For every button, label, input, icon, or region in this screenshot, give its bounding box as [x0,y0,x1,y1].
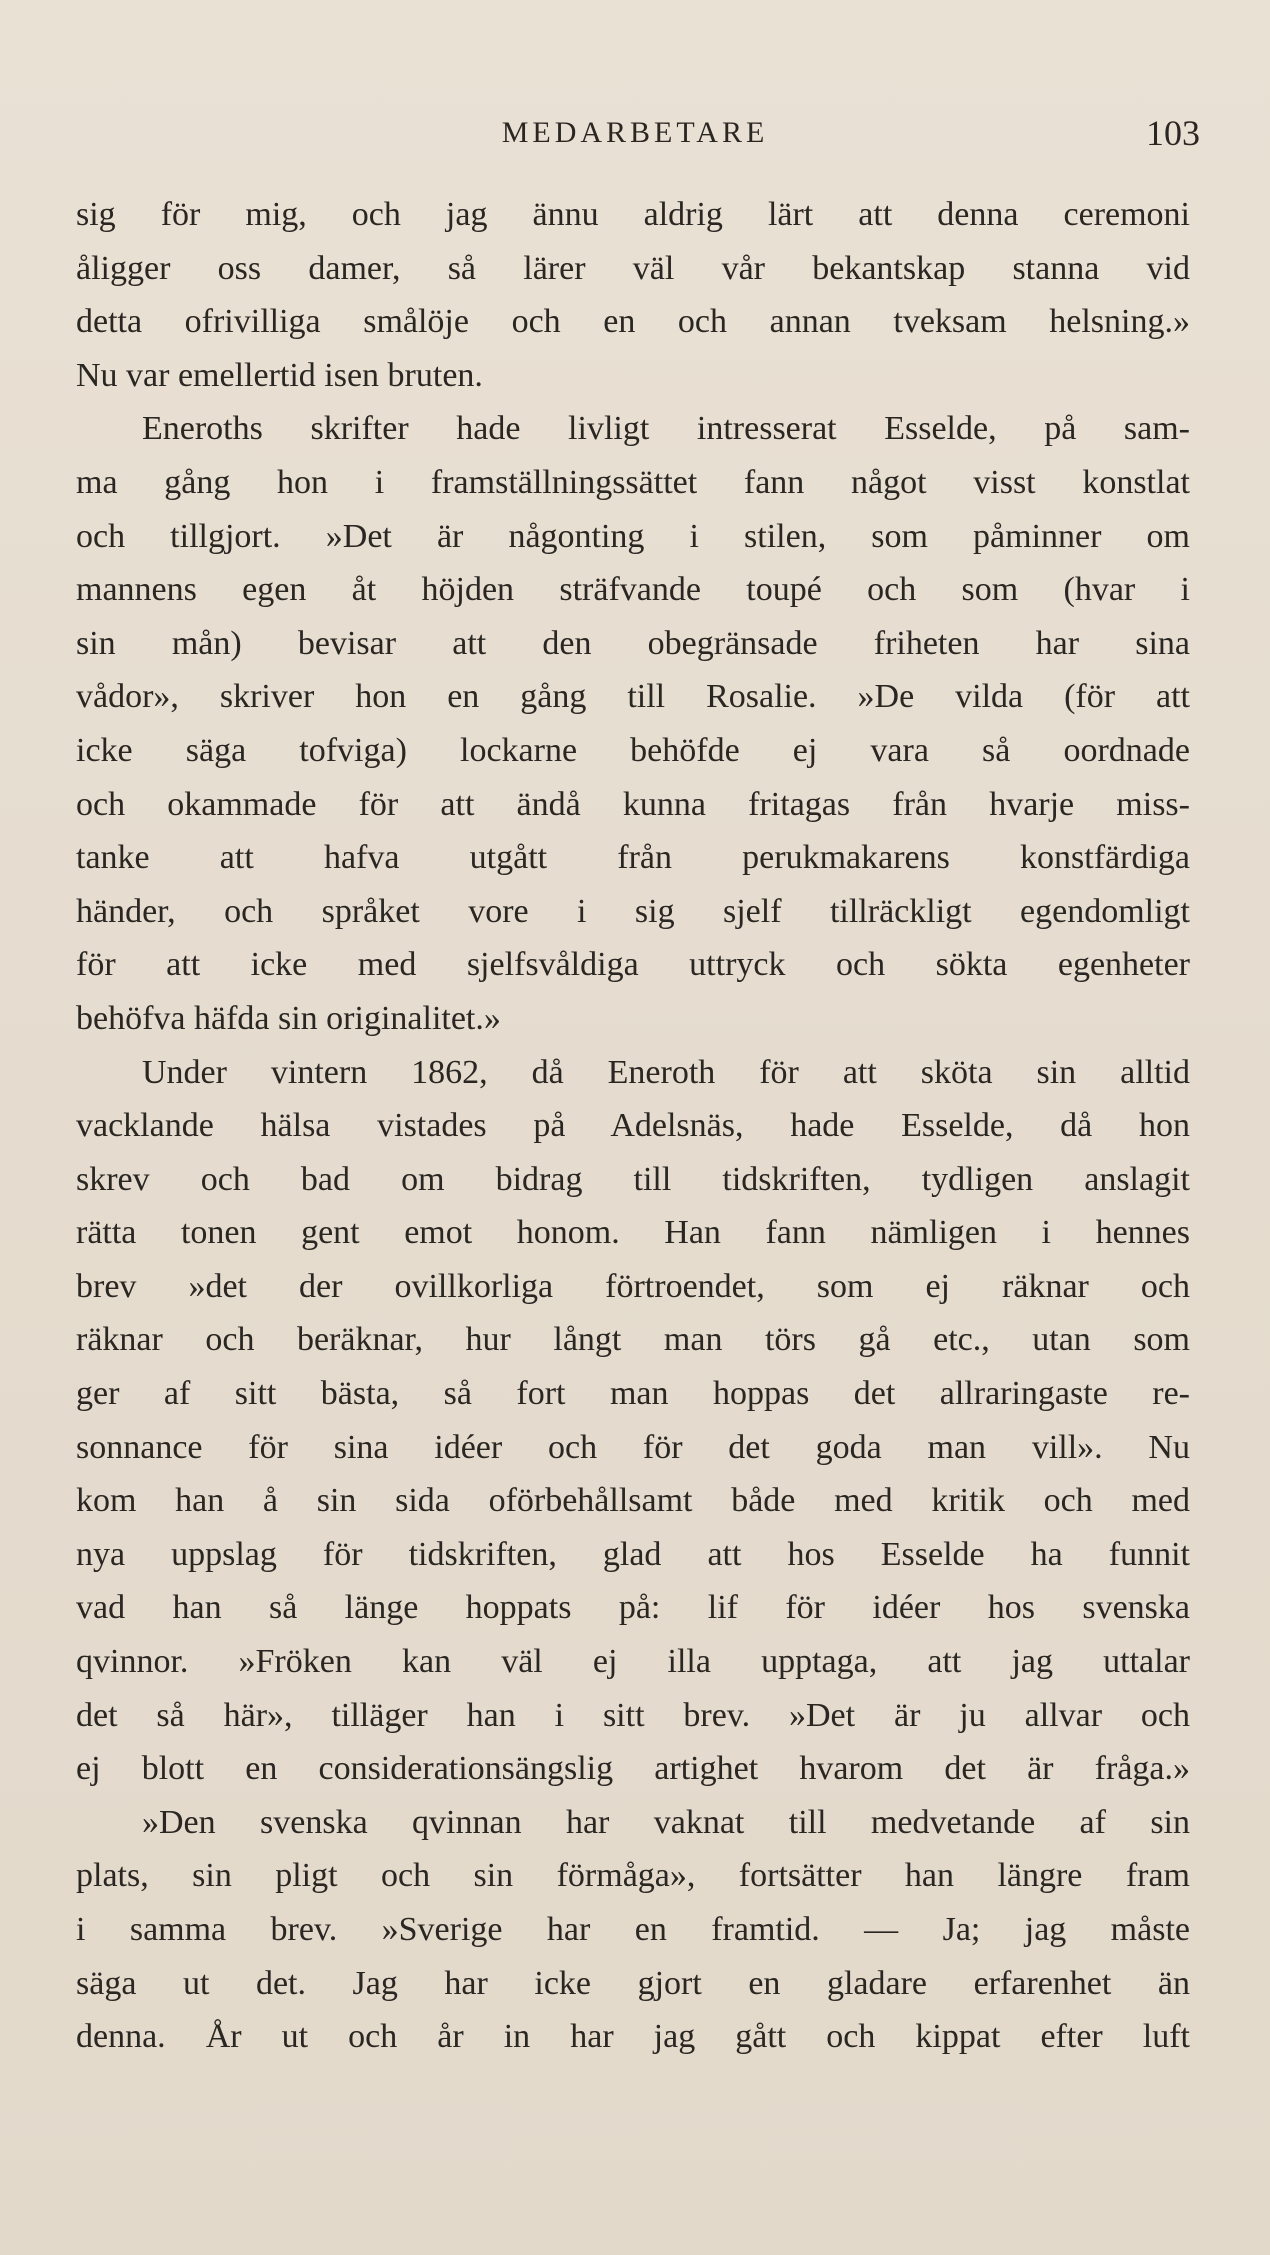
text-line: kom han å sin sida oförbehållsamt både med kritik och med [76,1482,1190,1520]
text-line: och okammade för att ändå kunna fritagas från hvarje miss- [76,785,1190,823]
text-line: vådor», skriver hon en gång till Rosalie. »De vilda (för att [76,678,1190,716]
text-line: i samma brev. »Sverige har en framtid. — Ja; jag måste [76,1911,1190,1948]
text-line: qvinnor. »Fröken kan väl ej illa upptaga, att jag uttalar [76,1643,1190,1681]
text-line: vacklande hälsa vistades på Adelsnäs, hade Esselde, då hon [76,1107,1190,1145]
text-line: »Den svenska qvinnan har vaknat till medvetande af sin [142,1803,1190,1841]
text-line: mannens egen åt höjden sträfvande toupé och som (hvar i [76,571,1190,609]
text-line: Eneroths skrifter hade livligt intresserat Esselde, på sam- [142,410,1190,448]
text-line: ej blott en considerationsängslig artighet hvarom det är fråga.» [76,1750,1190,1788]
text-line: räknar och beräknar, hur långt man törs gå etc., utan som [76,1321,1190,1359]
text-line: Nu var emellertid isen bruten. [76,356,483,394]
text-line: händer, och språket vore i sig sjelf tillräckligt egendomligt [76,892,1190,930]
text-line: rätta tonen gent emot honom. Han fann nämligen i hennes [76,1214,1190,1252]
text-line: vad han så länge hoppats på: lif för idéer hos svenska [76,1589,1190,1627]
text-line: skrev och bad om bidrag till tidskriften, tydligen anslagit [76,1160,1190,1198]
text-line: och tillgjort. »Det är någonting i stilen, som påminner om [76,517,1190,555]
text-line: plats, sin pligt och sin förmåga», fortsätter han längre fram [76,1857,1190,1895]
running-head [70,108,1200,158]
text-line: sig för mig, och jag ännu aldrig lärt att denna ceremoni [76,196,1190,233]
text-line: säga ut det. Jag har icke gjort en gladare erfarenhet än [76,1964,1190,2002]
text-line: sonnance för sina idéer och för det goda man vill». Nu [76,1428,1190,1466]
text-line: ma gång hon i framställningssättet fann något visst konstlat [76,463,1190,501]
body-text [76,188,1190,2064]
text-line: ger af sitt bästa, så fort man hoppas det allraringaste re- [76,1375,1190,1413]
page-number: 103 [1146,113,1200,153]
running-head-title: MEDARBETARE [501,116,769,149]
text-line: Under vintern 1862, då Eneroth för att sköta sin alltid [142,1053,1190,1091]
text-line: nya uppslag för tidskriften, glad att hos Esselde ha funnit [76,1535,1190,1573]
text-line: för att icke med sjelfsvåldiga uttryck och sökta egenheter [76,946,1190,984]
text-line: detta ofrivilliga smålöje och en och annan tveksam helsning.» [76,303,1190,341]
text-line: sin mån) bevisar att den obegränsade friheten har sina [76,624,1190,662]
text-line: behöfva häfda sin originalitet.» [76,999,501,1037]
text-line: det så här», tilläger han i sitt brev. »Det är ju allvar och [76,1696,1190,1734]
text-line: åligger oss damer, så lärer väl vår bekantskap stanna vid [76,249,1190,287]
text-line: brev »det der ovillkorliga förtroendet, som ej räknar och [76,1267,1190,1305]
text-line: icke säga tofviga) lockarne behöfde ej vara så oordnade [76,731,1190,769]
text-line: denna. År ut och år in har jag gått och kippat efter luft [76,2018,1190,2056]
text-line: tanke att hafva utgått från perukmakarens konstfärdiga [76,839,1190,877]
